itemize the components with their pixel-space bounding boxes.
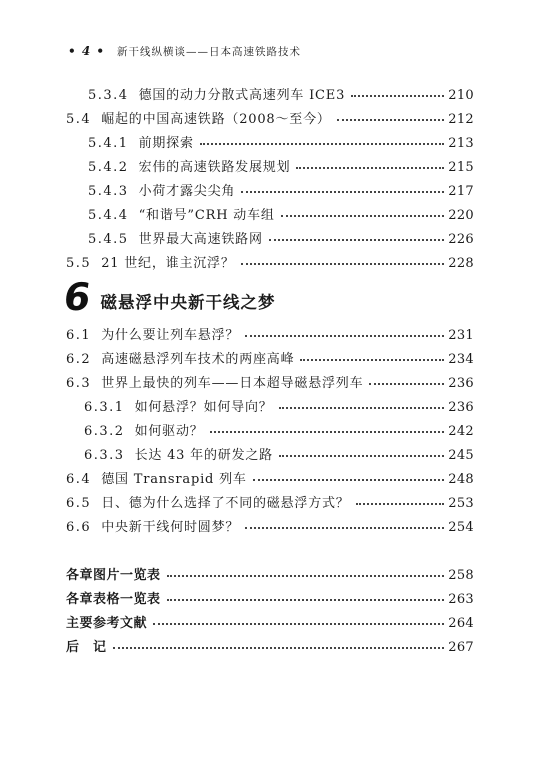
toc-entry-5-4-1[interactable] — [88, 132, 474, 150]
toc-entry-number: 6.3.2 — [84, 424, 125, 439]
page-number: • 4 • — [68, 44, 106, 58]
dot-leader — [279, 455, 444, 457]
toc-entry-number: 6.1 — [66, 328, 92, 343]
dot-leader — [269, 239, 445, 241]
toc-entry-number: 6.6 — [66, 520, 92, 535]
toc-entry-page: 267 — [448, 640, 474, 655]
toc-entry-page: 263 — [448, 592, 474, 607]
toc-entry-number: 6.4 — [66, 472, 92, 487]
toc-entry-number: 5.4.3 — [88, 184, 129, 199]
dot-leader — [113, 647, 445, 649]
toc-entry-afterword[interactable] — [66, 636, 474, 654]
toc-entry-page: 253 — [448, 496, 474, 511]
toc-entry-number: 6.3.1 — [84, 400, 125, 415]
dot-leader — [167, 575, 445, 577]
toc-entry-page: 210 — [448, 88, 474, 103]
toc-entry-title: 21 世纪，谁主沉浮？ — [101, 256, 235, 271]
toc-entry-title: 中央新干线何时圆梦？ — [101, 520, 240, 535]
toc-entry-title: 小荷才露尖尖角 — [138, 184, 236, 199]
toc-entry-number: 5.4 — [66, 112, 92, 127]
toc-entry-page: 215 — [448, 160, 474, 175]
toc-entry-title: 日、德为什么选择了不同的磁悬浮方式？ — [101, 496, 350, 511]
toc-entry-6-3-2[interactable] — [84, 420, 474, 438]
dot-leader — [245, 527, 444, 529]
chapter-heading[interactable] — [60, 275, 276, 319]
toc-entry-page: 245 — [448, 448, 474, 463]
book-title: 新干线纵横谈——日本高速铁路技术 — [117, 46, 302, 58]
toc-entry-title: 世界上最快的列车——日本超导磁悬浮列车 — [101, 376, 364, 391]
toc-entry-number: 6.3.3 — [84, 448, 125, 463]
toc-entry-page: 254 — [448, 520, 474, 535]
toc-entry-title: 宏伟的高速铁路发展规划 — [138, 160, 291, 175]
toc-entry-number: 5.4.1 — [88, 136, 129, 151]
toc-entry-6-6[interactable] — [66, 516, 474, 534]
toc-entry-5-4[interactable] — [66, 108, 474, 126]
toc-entry-page: 236 — [448, 400, 474, 415]
toc-entry-title: 长达 43 年的研发之路 — [134, 448, 273, 463]
toc-entry-title: 各章图片一览表 — [66, 568, 161, 583]
dot-leader — [245, 335, 444, 337]
toc-entry-title: 世界最大高速铁路网 — [138, 232, 263, 247]
toc-entry-table-list[interactable] — [66, 588, 474, 606]
toc-entry-5-4-4[interactable] — [88, 204, 474, 222]
toc-entry-title: 各章表格一览表 — [66, 592, 161, 607]
dot-leader — [281, 215, 445, 217]
toc-entry-number: 5.3.4 — [88, 88, 129, 103]
toc-entry-page: 217 — [448, 184, 474, 199]
dot-leader — [279, 407, 445, 409]
toc-entry-6-1[interactable] — [66, 324, 474, 342]
toc-entry-number: 5.4.5 — [88, 232, 129, 247]
toc-entry-title: 高速磁悬浮列车技术的两座高峰 — [101, 352, 295, 367]
toc-entry-page: 242 — [448, 424, 474, 439]
toc-entry-5-4-5[interactable] — [88, 228, 474, 246]
toc-entry-title: 前期探索 — [138, 136, 194, 151]
toc-entry-page: 258 — [448, 568, 474, 583]
dot-leader — [369, 383, 444, 385]
dot-leader — [337, 119, 445, 121]
toc-entry-number: 5.5 — [66, 256, 92, 271]
toc-entry-number: 5.4.4 — [88, 208, 129, 223]
toc-entry-6-3[interactable] — [66, 372, 474, 390]
dot-leader — [241, 263, 445, 265]
dot-leader — [210, 431, 445, 433]
chapter-title: 磁悬浮中央新干线之梦 — [100, 293, 276, 312]
toc-entry-page: 213 — [448, 136, 474, 151]
toc-entry-6-3-3[interactable] — [84, 444, 474, 462]
toc-entry-page: 236 — [448, 376, 474, 391]
toc-entry-page: 226 — [448, 232, 474, 247]
toc-entry-page: 264 — [448, 616, 474, 631]
toc-entry-6-3-1[interactable] — [84, 396, 474, 414]
dot-leader — [296, 167, 444, 169]
chapter-number: 6 — [60, 275, 94, 319]
dot-leader — [200, 143, 445, 145]
toc-entry-5-5[interactable] — [66, 252, 474, 270]
toc-entry-5-4-3[interactable] — [88, 180, 474, 198]
dot-leader — [356, 503, 445, 505]
toc-entry-page: 228 — [448, 256, 474, 271]
toc-entry-number: 6.2 — [66, 352, 92, 367]
toc-entry-references[interactable] — [66, 612, 474, 630]
dot-leader — [167, 599, 445, 601]
toc-entry-page: 231 — [448, 328, 474, 343]
toc-entry-6-4[interactable] — [66, 468, 474, 486]
toc-entry-number: 5.4.2 — [88, 160, 129, 175]
dot-leader — [253, 479, 445, 481]
toc-entry-title: 德国的动力分散式高速列车 ICE3 — [138, 88, 346, 103]
dot-leader — [351, 95, 444, 97]
dot-leader — [153, 623, 444, 625]
toc-entry-page: 220 — [448, 208, 474, 223]
toc-entry-6-5[interactable] — [66, 492, 474, 510]
toc-entry-title: 后 记 — [66, 640, 107, 655]
toc-entry-title: 如何驱动？ — [134, 424, 204, 439]
toc-entry-5-3-4[interactable] — [88, 84, 474, 102]
toc-entry-title: 主要参考文献 — [66, 616, 148, 631]
toc-entry-title: 为什么要让列车悬浮？ — [101, 328, 240, 343]
toc-entry-title: 崛起的中国高速铁路（2008～至今） — [101, 112, 331, 127]
toc-entry-title: 如何悬浮？如何导向？ — [134, 400, 273, 415]
toc-entry-title: 德国 Transrapid 列车 — [101, 472, 247, 487]
toc-entry-title: “和谐号”CRH 动车组 — [138, 208, 275, 223]
toc-entry-6-2[interactable] — [66, 348, 474, 366]
toc-entry-5-4-2[interactable] — [88, 156, 474, 174]
dot-leader — [300, 359, 444, 361]
dot-leader — [241, 191, 444, 193]
toc-entry-figure-list[interactable] — [66, 564, 474, 582]
running-head — [68, 44, 508, 59]
toc-entry-page: 248 — [448, 472, 474, 487]
toc-entry-page: 212 — [448, 112, 474, 127]
toc-entry-page: 234 — [448, 352, 474, 367]
toc-entry-number: 6.3 — [66, 376, 92, 391]
toc-entry-number: 6.5 — [66, 496, 92, 511]
